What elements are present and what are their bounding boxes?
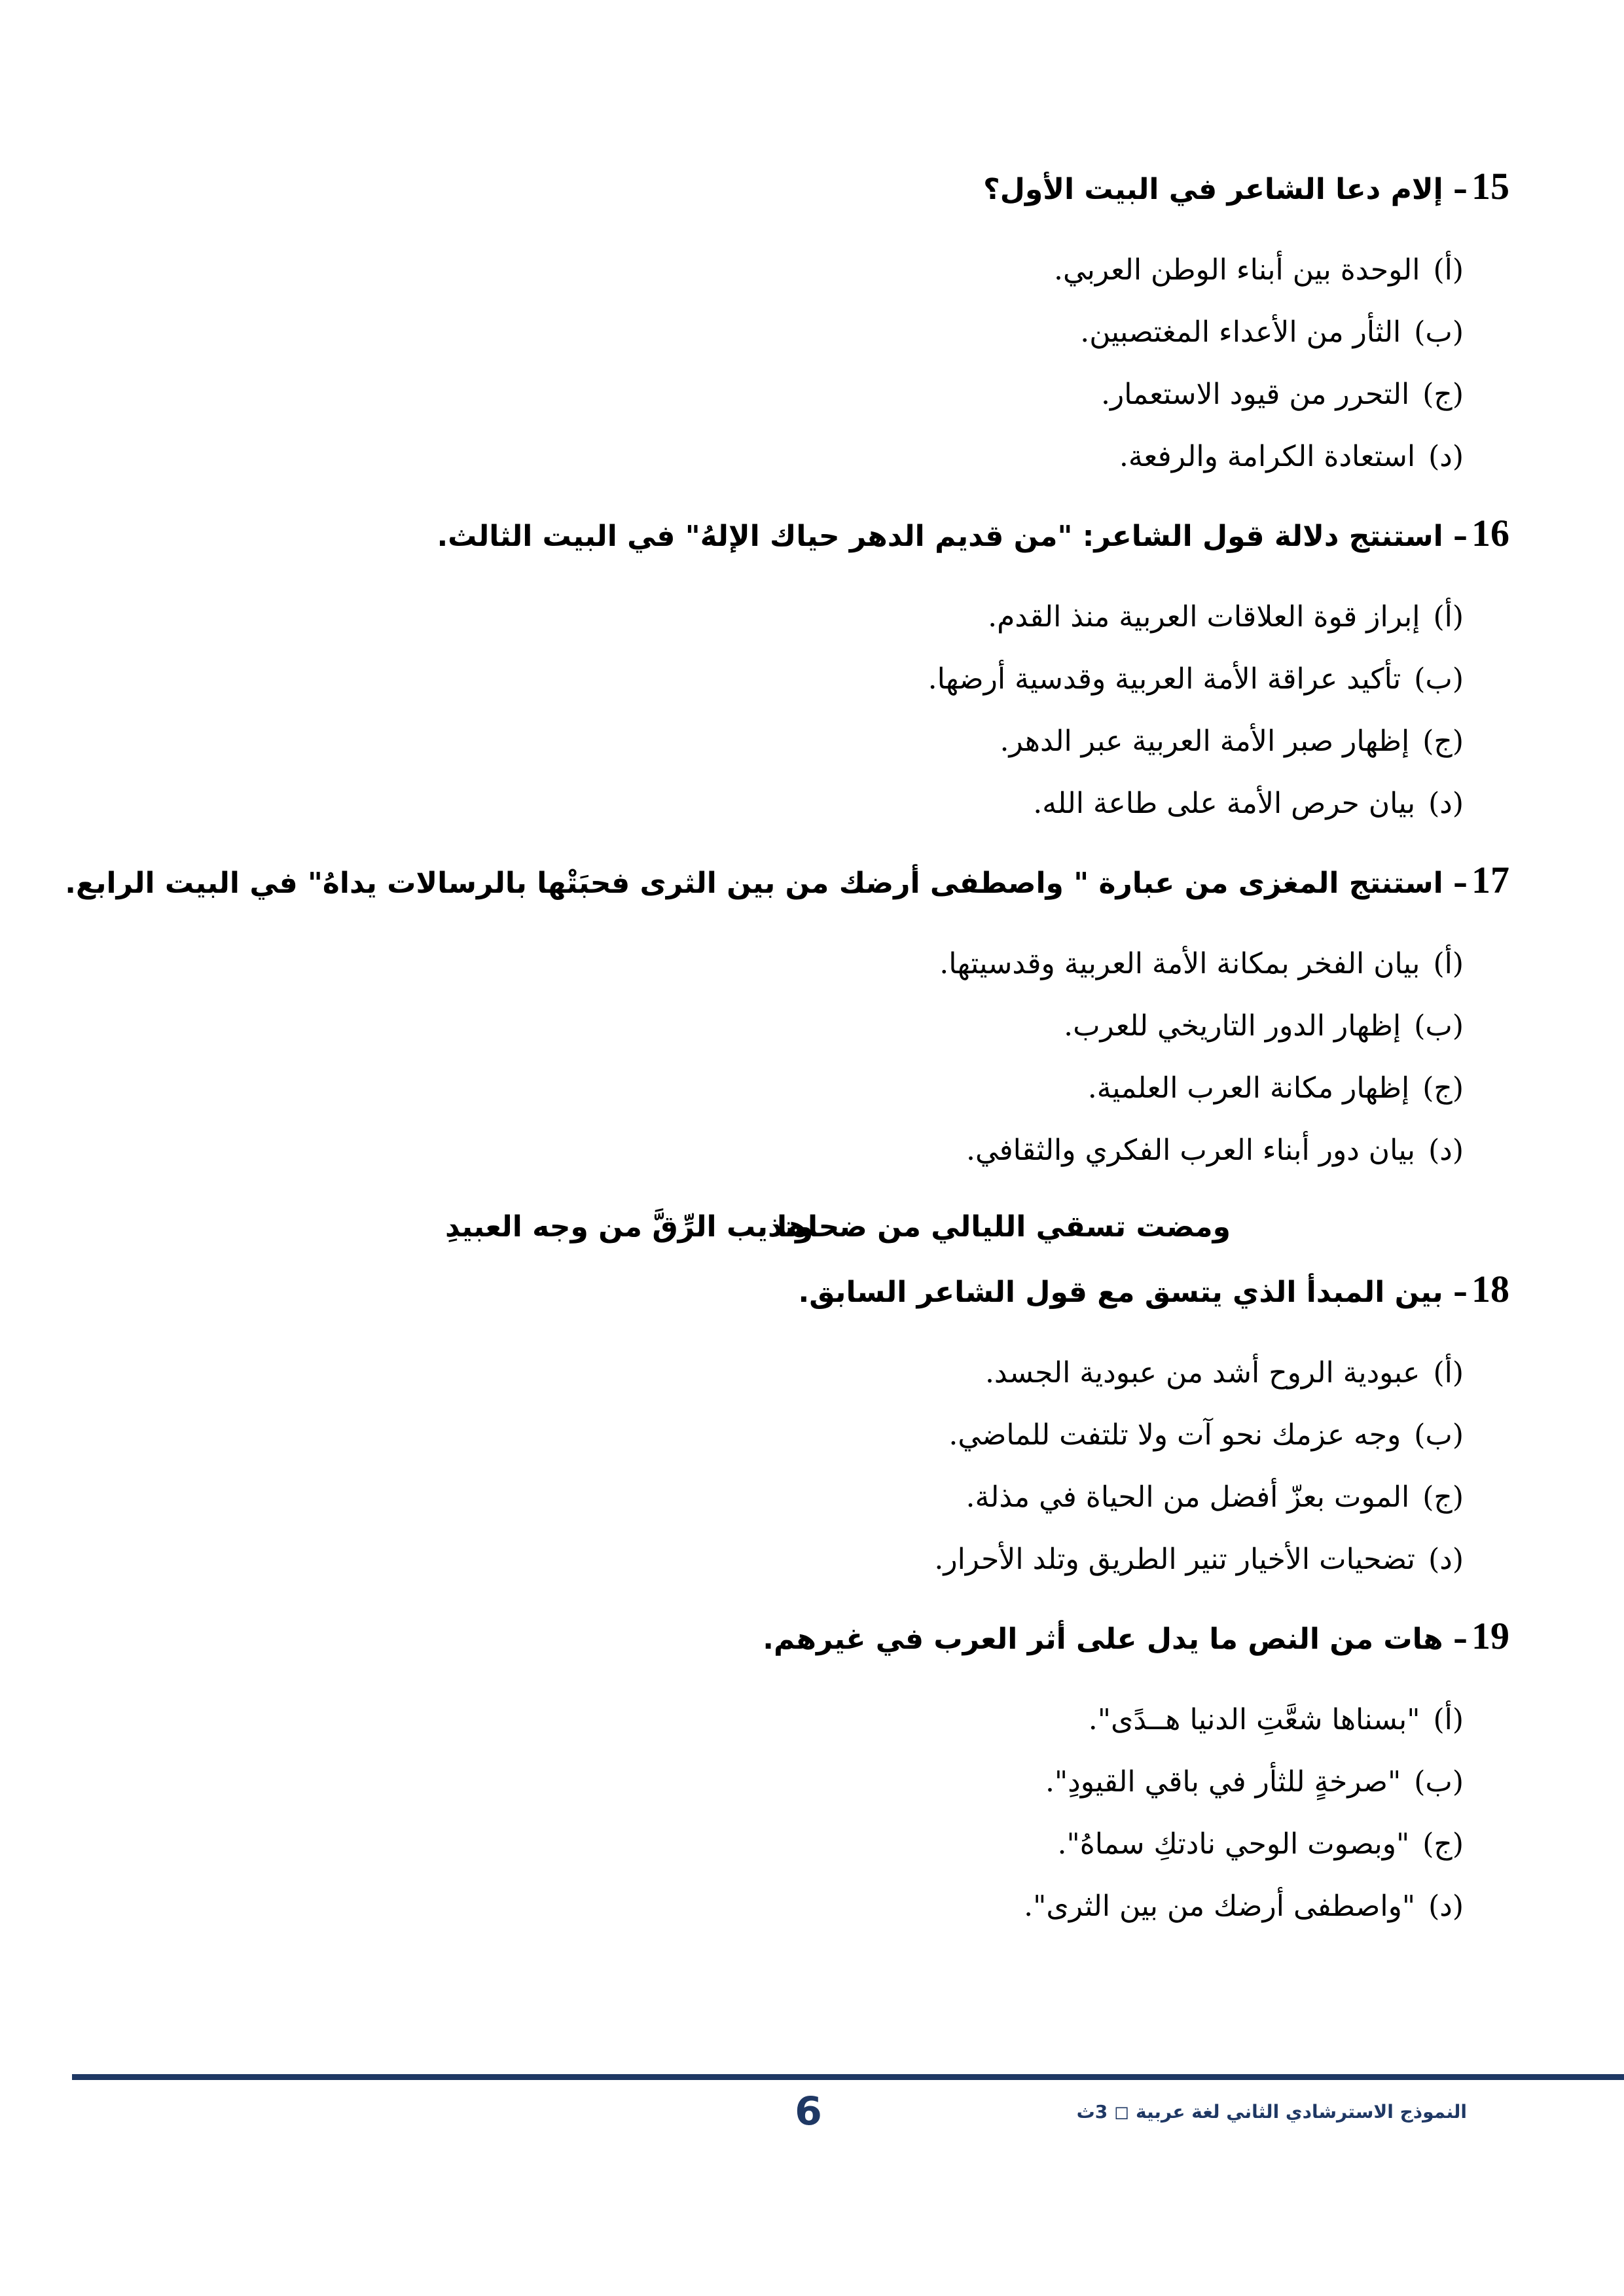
option	[437, 586, 1464, 648]
option-text: إظهار الدور التاريخي للعرب.	[1064, 1009, 1401, 1043]
question-text: – إلام دعا الشاعر في البيت الأول؟	[983, 173, 1468, 206]
option-letter: (أ)	[1433, 947, 1464, 980]
option-text: الموت بعزّ أفضل من الحياة في مذلة.	[965, 1480, 1410, 1514]
option-letter: (ب)	[1414, 1765, 1464, 1799]
option	[437, 648, 1464, 710]
question-17-heading	[65, 861, 1509, 900]
option-text: بيان دور أبناء العرب الفكري والثقافي.	[965, 1134, 1416, 1167]
poetry-verse	[445, 1204, 1231, 1250]
option-text: إظهار مكانة العرب العلمية.	[1087, 1071, 1410, 1105]
option-letter: (د)	[1428, 440, 1464, 473]
question-16	[437, 514, 1509, 834]
option	[799, 1466, 1464, 1528]
page-number: 6	[795, 2089, 822, 2134]
option-text: "واصطفى أرضك من بين الثرى".	[1024, 1890, 1416, 1923]
footer-divider	[72, 2074, 1624, 2080]
question-number: 19	[1471, 1615, 1509, 1657]
option	[763, 1751, 1464, 1813]
option	[983, 425, 1464, 488]
option-letter: (ج)	[1422, 378, 1464, 411]
option-text: تضحيات الأخيار تنير الطريق وتلد الأحرار.	[934, 1543, 1416, 1576]
option-text: بيان حرص الأمة على طاعة الله.	[1033, 787, 1416, 820]
question-number: 18	[1471, 1268, 1509, 1310]
option	[983, 363, 1464, 425]
option	[437, 710, 1464, 772]
question-text: – بين المبدأ الذي يتسق مع قول الشاعر السابق.	[798, 1276, 1468, 1309]
option	[65, 933, 1464, 995]
option-letter: (ب)	[1414, 662, 1464, 696]
option-letter: (أ)	[1433, 253, 1464, 287]
option	[437, 772, 1464, 834]
option-text: إظهار صبر الأمة العربية عبر الدهر.	[1000, 725, 1410, 758]
option-letter: (ب)	[1414, 1009, 1464, 1043]
option	[983, 301, 1464, 363]
option	[799, 1528, 1464, 1590]
option	[65, 1119, 1464, 1181]
question-18-heading	[799, 1270, 1509, 1309]
option-text: "وبصوت الوحي نادتكِ سماهُ".	[1057, 1827, 1410, 1861]
question-17	[65, 861, 1509, 1181]
option-letter: (ب)	[1414, 1418, 1464, 1452]
question-text: – استنتج دلالة قول الشاعر: "من قديم الدهر حياك الإلهُ" في البيت الثالث.	[437, 520, 1468, 553]
option-letter: (أ)	[1433, 1703, 1464, 1736]
option-letter: (ج)	[1422, 1827, 1464, 1861]
question-number: 17	[1471, 859, 1509, 901]
option	[799, 1342, 1464, 1404]
option-text: "بسناها شعَّتِ الدنيا هــدًى".	[1088, 1703, 1420, 1736]
question-19	[763, 1617, 1509, 1937]
option-letter: (أ)	[1433, 1356, 1464, 1390]
option-text: استعادة الكرامة والرفعة.	[1119, 440, 1416, 473]
option-text: عبودية الروح أشد من عبودية الجسد.	[984, 1356, 1420, 1390]
verse-second-hemistich: وتذيب الرِّقَّ من وجه العبيدِ	[445, 1210, 814, 1244]
option	[763, 1813, 1464, 1875]
verse-first-hemistich: ومضت تسقي الليالي من ضحاها	[777, 1210, 1231, 1244]
option-text: الوحدة بين أبناء الوطن العربي.	[1054, 253, 1420, 287]
footer-title: النموذج الاسترشادي الثاني لغة عربية ◻ 3ث	[1076, 2101, 1467, 2123]
question-16-heading	[437, 514, 1509, 553]
option-letter: (ج)	[1422, 1480, 1464, 1514]
option-letter: (د)	[1428, 787, 1464, 820]
option-letter: (د)	[1428, 1890, 1464, 1923]
question-15-heading	[983, 167, 1509, 206]
option	[983, 239, 1464, 301]
option-letter: (أ)	[1433, 600, 1464, 634]
question-text: – هات من النص ما يدل على أثر العرب في غيرهم.	[763, 1623, 1468, 1656]
question-19-heading	[763, 1617, 1509, 1656]
option-letter: (د)	[1428, 1134, 1464, 1167]
option-text: إبراز قوة العلاقات العربية منذ القدم.	[988, 600, 1420, 634]
option-letter: (ج)	[1422, 1071, 1464, 1105]
option	[65, 1057, 1464, 1119]
option-letter: (ب)	[1414, 315, 1464, 349]
option	[763, 1875, 1464, 1937]
option-letter: (د)	[1428, 1543, 1464, 1576]
option	[65, 995, 1464, 1057]
question-15	[983, 167, 1509, 488]
question-18	[799, 1270, 1509, 1590]
option	[799, 1404, 1464, 1466]
option-text: الثأر من الأعداء المغتصبين.	[1080, 315, 1401, 349]
question-number: 15	[1471, 165, 1509, 207]
option-text: وجه عزمك نحو آت ولا تلتفت للماضي.	[948, 1418, 1401, 1452]
option-text: بيان الفخر بمكانة الأمة العربية وقدسيتها.	[939, 947, 1420, 980]
question-number: 16	[1471, 512, 1509, 554]
option-text: "صرخةٍ للثأر في باقي القيودِ".	[1045, 1765, 1401, 1799]
option-text: تأكيد عراقة الأمة العربية وقدسية أرضها.	[928, 662, 1401, 696]
option	[763, 1689, 1464, 1751]
question-text: – استنتج المغزى من عبارة " واصطفى أرضك من بين الثرى فحبَتْها بالرسالات يداهُ" في البيت الرابع.	[65, 867, 1468, 900]
option-letter: (ج)	[1422, 725, 1464, 758]
option-text: التحرر من قيود الاستعمار.	[1101, 378, 1410, 411]
